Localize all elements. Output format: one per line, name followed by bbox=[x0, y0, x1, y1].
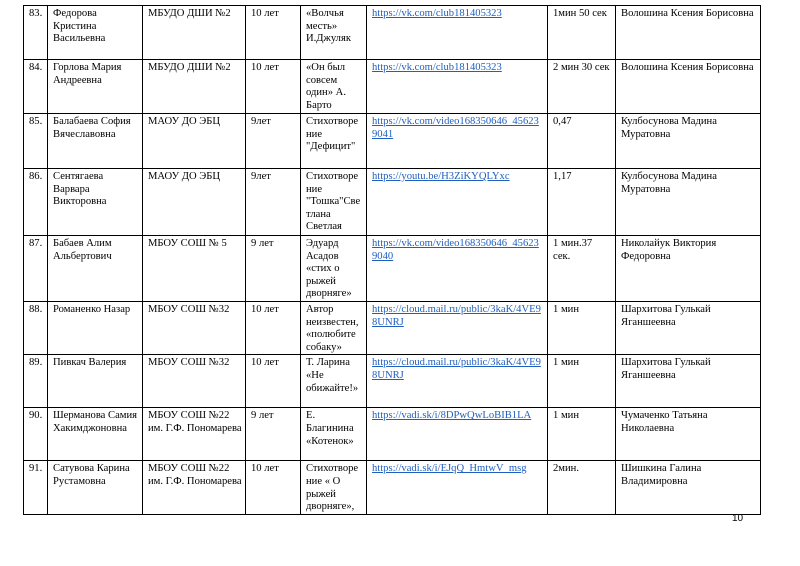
participant-age: 9 лет bbox=[246, 236, 301, 302]
video-link[interactable]: https://cloud.mail.ru/public/3kaK/4VE98UNRJ bbox=[372, 357, 541, 381]
video-link[interactable]: https://vadi.sk/i/EJqQ_HmtwV_msg bbox=[372, 463, 527, 475]
school-name: МБУДО ДШИ №2 bbox=[143, 60, 246, 114]
video-link[interactable]: https://vk.com/club181405323 bbox=[372, 8, 502, 19]
participant-age: 10 лет bbox=[246, 301, 301, 354]
work-title: «Он был совсем один» А. Барто bbox=[301, 60, 367, 114]
table-row bbox=[24, 6, 761, 60]
participant-name: Сатувова Карина Рустамовна bbox=[48, 461, 143, 514]
teacher-name: Шишкина Галина Владимировна bbox=[616, 461, 761, 514]
row-number: 83. bbox=[24, 6, 48, 60]
work-title: Е. Благинина «Котенок» bbox=[301, 408, 367, 461]
page-number: 10 bbox=[732, 513, 744, 524]
video-link[interactable]: https://vadi.sk/i/8DPwQwLoBIB1LA bbox=[372, 410, 532, 422]
school-name: МБОУ СОШ №22 им. Г.Ф. Пономарева bbox=[143, 461, 246, 514]
row-number: 85. bbox=[24, 114, 48, 169]
video-link[interactable]: https://vk.com/video168350646_456239040 bbox=[372, 238, 539, 262]
table-row bbox=[24, 236, 761, 302]
table-row bbox=[24, 408, 761, 461]
school-name: МАОУ ДО ЭБЦ bbox=[143, 169, 246, 236]
row-number: 91. bbox=[24, 461, 48, 514]
table-row bbox=[24, 169, 761, 236]
participant-age: 10 лет bbox=[246, 355, 301, 408]
table-row bbox=[24, 114, 761, 169]
work-title: «Волчья месть» И.Джуляк bbox=[301, 6, 367, 60]
participant-age: 10 лет bbox=[246, 6, 301, 60]
participant-name: Балабаева София Вячеславовна bbox=[48, 114, 143, 169]
row-number: 90. bbox=[24, 408, 48, 461]
row-number: 88. bbox=[24, 301, 48, 354]
work-title: Стихотворение « О рыжей дворняге», bbox=[301, 461, 367, 514]
teacher-name: Кулбосунова Мадина Муратовна bbox=[616, 114, 761, 169]
teacher-name: Волошина Ксения Борисовна bbox=[616, 6, 761, 60]
school-name: МАОУ ДО ЭБЦ bbox=[143, 114, 246, 169]
school-name: МБУДО ДШИ №2 bbox=[143, 6, 246, 60]
duration: 2 мин 30 сек bbox=[548, 60, 616, 114]
teacher-name: Николайук Виктория Федоровна bbox=[616, 236, 761, 302]
video-link[interactable]: https://vk.com/club181405323 bbox=[372, 62, 502, 73]
duration: 1,17 bbox=[548, 169, 616, 236]
participant-name: Шерманова Самия Хакимджоновна bbox=[48, 408, 143, 461]
participant-name: Бабаев Алим Альбертович bbox=[48, 236, 143, 302]
teacher-name: Волошина Ксения Борисовна bbox=[616, 60, 761, 114]
work-title: Т. Ларина «Не обижайте!» bbox=[301, 355, 367, 408]
row-number: 87. bbox=[24, 236, 48, 302]
school-name: МБОУ СОШ №32 bbox=[143, 355, 246, 408]
participant-name: Сентягаева Варвара Викторовна bbox=[48, 169, 143, 236]
teacher-name: Шархитова Гулькай Яганшеевна bbox=[616, 355, 761, 408]
teacher-name: Чумаченко Татьяна Николаевна bbox=[616, 408, 761, 461]
participant-age: 9лет bbox=[246, 114, 301, 169]
table-row bbox=[24, 301, 761, 354]
row-number: 89. bbox=[24, 355, 48, 408]
participant-name: Горлова Мария Андреевна bbox=[48, 60, 143, 114]
participant-name: Романенко Назар bbox=[48, 301, 143, 354]
participant-name: Федорова Кристина Васильевна bbox=[48, 6, 143, 60]
teacher-name: Кулбосунова Мадина Муратовна bbox=[616, 169, 761, 236]
duration: 0,47 bbox=[548, 114, 616, 169]
work-title: Стихотворение "Тошка"Светлана Светлая bbox=[301, 169, 367, 236]
row-number: 86. bbox=[24, 169, 48, 236]
table-row bbox=[24, 355, 761, 408]
participant-age: 10 лет bbox=[246, 60, 301, 114]
video-link[interactable]: https://youtu.be/H3ZiKYQLYxc bbox=[372, 171, 510, 182]
work-title: Стихотворение "Дефицит" bbox=[301, 114, 367, 169]
duration: 1 мин bbox=[548, 301, 616, 354]
participant-age: 10 лет bbox=[246, 461, 301, 514]
work-title: Эдуард Асадов «стих о рыжей дворняге» bbox=[301, 236, 367, 302]
duration: 2мин. bbox=[548, 461, 616, 514]
duration: 1 мин bbox=[548, 408, 616, 461]
table-row bbox=[24, 60, 761, 114]
teacher-name: Шархитова Гулькай Яганшеевна bbox=[616, 301, 761, 354]
school-name: МБОУ СОШ № 5 bbox=[143, 236, 246, 302]
row-number: 84. bbox=[24, 60, 48, 114]
participant-name: Пивкач Валерия bbox=[48, 355, 143, 408]
participant-age: 9 лет bbox=[246, 408, 301, 461]
work-title: Автор неизвестен, «полюбите собаку» bbox=[301, 301, 367, 354]
duration: 1 мин bbox=[548, 355, 616, 408]
table-row bbox=[24, 461, 761, 514]
participants-table bbox=[23, 5, 761, 515]
participant-age: 9лет bbox=[246, 169, 301, 236]
duration: 1мин 50 сек bbox=[548, 6, 616, 60]
school-name: МБОУ СОШ №22 им. Г.Ф. Пономарева bbox=[143, 408, 246, 461]
school-name: МБОУ СОШ №32 bbox=[143, 301, 246, 354]
video-link[interactable]: https://vk.com/video168350646_456239041 bbox=[372, 116, 539, 140]
duration: 1 мин.37 сек. bbox=[548, 236, 616, 302]
video-link[interactable]: https://cloud.mail.ru/public/3kaK/4VE98UNRJ bbox=[372, 303, 541, 328]
